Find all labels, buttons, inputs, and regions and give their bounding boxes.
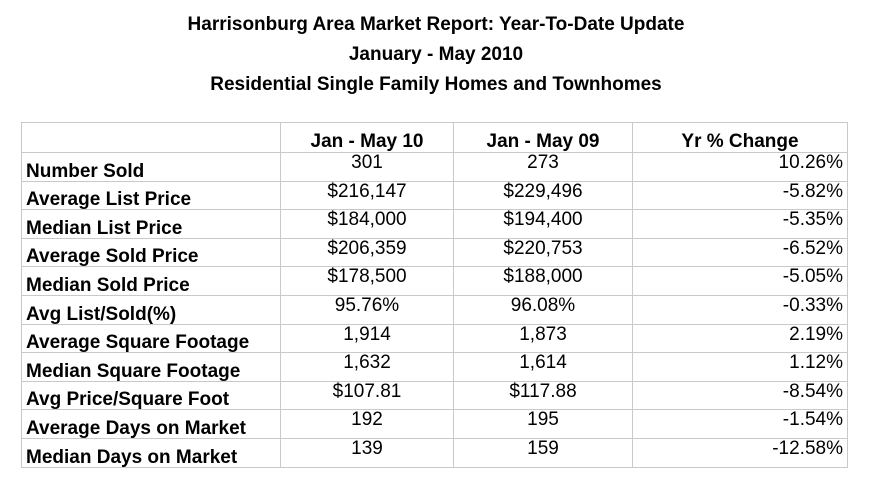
table-row [22,324,848,353]
cell-previous: $117.88 [454,381,633,410]
table-row [22,410,848,439]
table-row [22,238,848,267]
cell-previous: $188,000 [454,267,633,296]
cell-change: -1.54% [633,410,848,439]
cell-current: $216,147 [281,181,454,210]
row-label: Number Sold [22,153,281,182]
market-report-table [21,122,848,468]
cell-current: $184,000 [281,210,454,239]
table-row [22,153,848,182]
table-row [22,267,848,296]
table-row [22,181,848,210]
table-row [22,438,848,467]
report-title: Harrisonburg Area Market Report: Year-To-Date Update [187,14,685,35]
cell-change: -5.82% [633,181,848,210]
table-row [22,295,848,324]
cell-current: $178,500 [281,267,454,296]
cell-change: -0.33% [633,295,848,324]
cell-current: 192 [281,410,454,439]
cell-change: -5.35% [633,210,848,239]
cell-change: -5.05% [633,267,848,296]
row-label: Average Sold Price [22,238,281,267]
column-header-previous: Jan - May 09 [454,123,633,153]
table-header-row [22,123,848,153]
cell-previous: $220,753 [454,238,633,267]
cell-previous: 1,873 [454,324,633,353]
row-label: Average Days on Market [22,410,281,439]
cell-current: $107.81 [281,381,454,410]
column-header-current: Jan - May 10 [281,123,454,153]
column-header-metric [22,123,281,153]
cell-current: 95.76% [281,295,454,324]
cell-change: -8.54% [633,381,848,410]
row-label: Average Square Footage [22,324,281,353]
cell-previous: 159 [454,438,633,467]
row-label: Average List Price [22,181,281,210]
cell-change: 1.12% [633,353,848,382]
column-header-change: Yr % Change [633,123,848,153]
table-body [22,153,848,468]
row-label: Avg Price/Square Foot [22,381,281,410]
table-row [22,210,848,239]
cell-change: -12.58% [633,438,848,467]
report-period: January - May 2010 [348,44,524,65]
cell-current: $206,359 [281,238,454,267]
cell-current: 1,914 [281,324,454,353]
cell-change: 10.26% [633,153,848,182]
report-subtitle: Residential Single Family Homes and Townhomes [210,74,662,95]
cell-previous: 96.08% [454,295,633,324]
cell-change: 2.19% [633,324,848,353]
cell-previous: 1,614 [454,353,633,382]
cell-current: 301 [281,153,454,182]
row-label: Median List Price [22,210,281,239]
cell-change: -6.52% [633,238,848,267]
cell-current: 1,632 [281,353,454,382]
row-label: Median Sold Price [22,267,281,296]
row-label: Median Square Footage [22,353,281,382]
table-row [22,381,848,410]
row-label: Median Days on Market [22,438,281,467]
row-label: Avg List/Sold(%) [22,295,281,324]
table-row [22,353,848,382]
cell-current: 139 [281,438,454,467]
cell-previous: $194,400 [454,210,633,239]
cell-previous: 195 [454,410,633,439]
report-header [0,10,872,100]
cell-previous: 273 [454,153,633,182]
cell-previous: $229,496 [454,181,633,210]
